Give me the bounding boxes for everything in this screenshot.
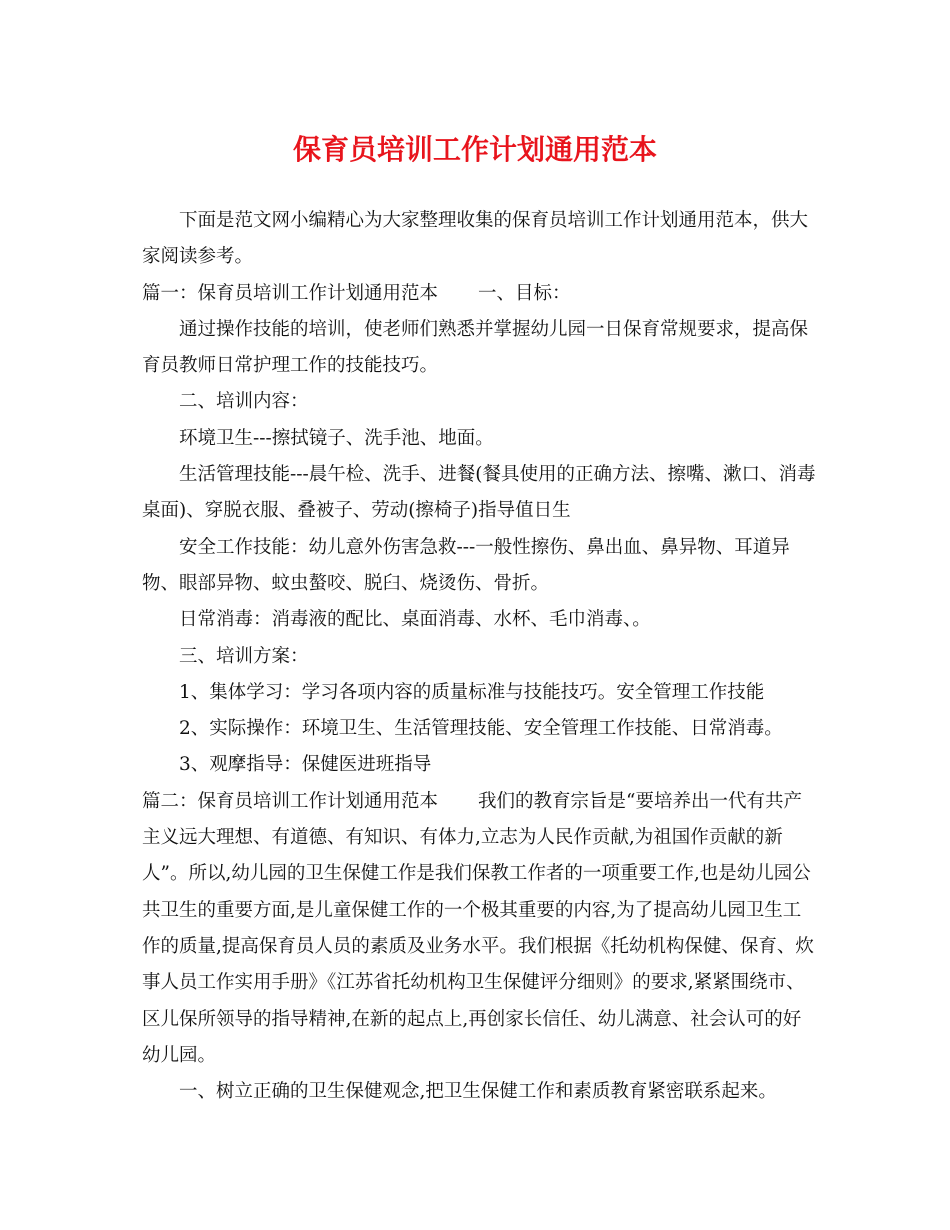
hygiene-item-1: 一、树立正确的卫生保健观念,把卫生保健工作和素质教育紧密联系起来。 (179, 1081, 777, 1103)
life-skills-paragraph: 生活管理技能---晨午检、洗手、进餐(餐具使用的正确方法、擦嘴、漱口、消毒桌面)、穿脱衣服、叠被子、劳动(擦椅子)指导值日生 (142, 464, 816, 522)
plan-item-1: 1、集体学习：学习各项内容的质量标准与技能技巧。安全管理工作技能 (179, 681, 765, 703)
part2-body: 我们的教育宗旨是“要培养出一代有共产主义远大理想、有道德、有知识、有体力,立志为人民作贡献,为祖国作贡献的新人”。所以,幼儿园的卫生保健工作是我们保教工作者的一项重要工作,也是幼儿园公共卫生的重要方面,是儿童保健工作的一个极其重要的内容,为了提高幼儿园卫生工作的质量,提高保育员人员的素质及业务水平。我们根据《托幼机构保健、保育、炊事人员工作实用手册》《江苏省托幼机构卫生保健评分细则》的要求,紧紧围绕市、区儿保所领导的指导精神,在新的起点上,再创家长信任、幼儿满意、社会认可的好幼儿园。 (142, 790, 814, 1066)
disinfect-paragraph: 日常消毒：消毒液的配比、桌面消毒、水杯、毛巾消毒、。 (179, 609, 651, 631)
goal-paragraph: 通过操作技能的培训，使老师们熟悉并掌握幼儿园一日保育常规要求，提高保育员教师日常护理工作的技能技巧。 (142, 318, 809, 377)
part2-paragraph (142, 784, 817, 1074)
part1-heading: 篇一：保育员培训工作计划通用范本 (142, 282, 439, 304)
safety-paragraph: 安全工作技能：幼儿意外伤害急救---一般性擦伤、鼻出血、鼻异物、耳道异物、眼部异物、蚊虫螯咬、脱臼、烧烫伤、骨折。 (142, 536, 790, 594)
document-title: 保育员培训工作计划通用范本 (292, 133, 657, 166)
part1-heading-paragraph (142, 276, 817, 312)
part2-heading: 篇二：保育员培训工作计划通用范本 (142, 790, 439, 812)
intro-paragraph: 下面是范文网小编精心为大家整理收集的保育员培训工作计划通用范本，供大家阅读参考。 (142, 210, 809, 268)
plan-item-2: 2、实际操作：环境卫生、生活管理技能、安全管理工作技能、日常消毒。 (179, 718, 783, 740)
document-body (142, 203, 817, 1110)
goal-heading: 一、目标： (478, 282, 571, 304)
content-heading: 二、培训内容： (179, 391, 309, 413)
plan-heading: 三、培训方案： (179, 645, 309, 667)
environment-paragraph: 环境卫生---擦拭镜子、洗手池、地面。 (179, 427, 494, 449)
plan-item-3: 3、观摩指导：保健医进班指导 (179, 754, 432, 776)
